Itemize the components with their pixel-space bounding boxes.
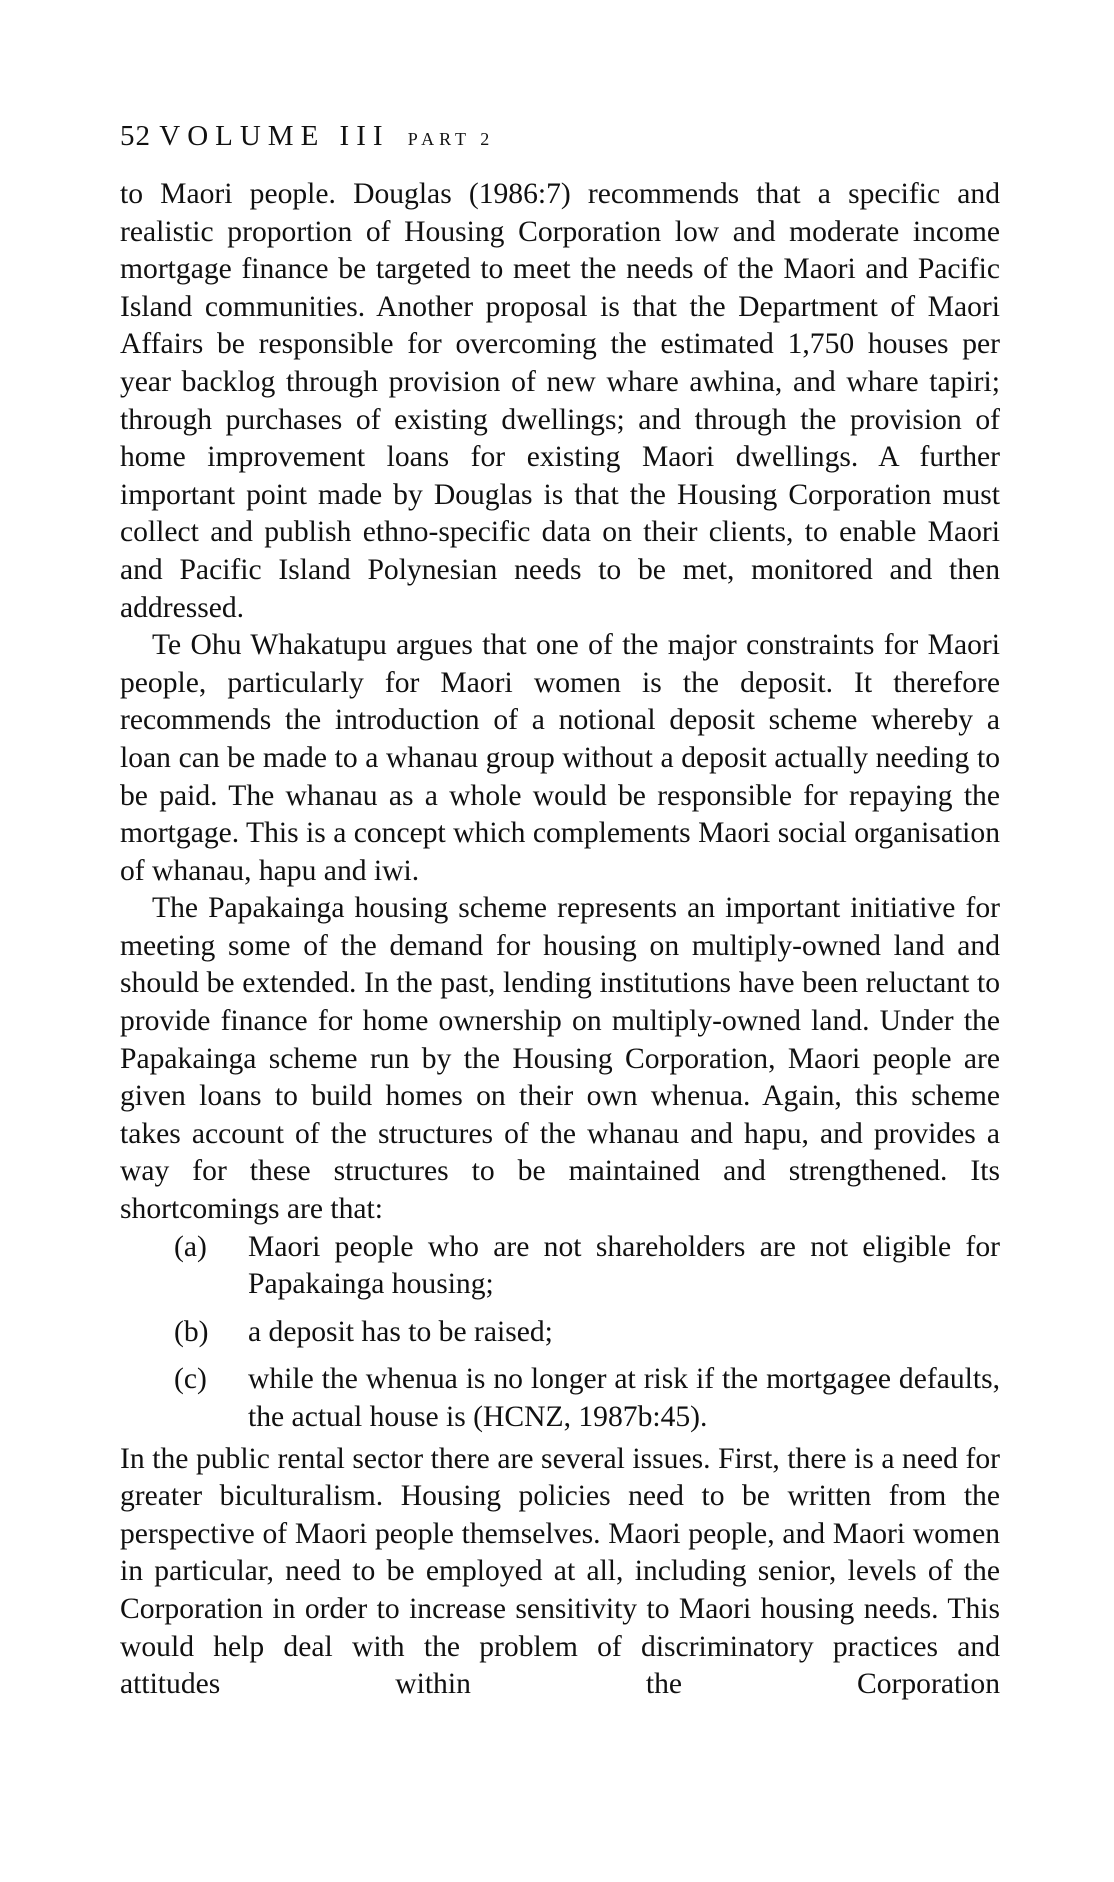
- part-label: PART 2: [407, 129, 495, 149]
- paragraph-papakainga: The Papakainga housing scheme represents an important initiative for meeting some of the demand for housing on multiply-owned land and should be extended. In the past, lending institutions have been reluctant to provide finance for home ownership on multiply-owned land. Under the Papakainga scheme run by the Housing Corporation, Maori people are given loans to build homes on their own whenua. Again, this scheme takes account of the structures of the whanau and hapu, and provides a way for these structures to be maintained and strengthened. Its shortcomings are that:: [120, 892, 1000, 1226]
- list-item: [120, 1229, 1000, 1304]
- paragraph-continued: to Maori people. Douglas (1986:7) recommends that a specific and realistic proportion of Housing Corporation low and moderate income mortgage finance be targeted to meet the needs of the Maori and Pacific Island communities. Another proposal is that the Department of Maori Affairs be responsible for overcoming the estimated 1,750 houses per year backlog through provision of new whare awhina, and whare tapiri; through purchases of existing dwellings; and through the provision of home improvement loans for existing Maori dwellings. A further important point made by Douglas is that the Housing Corporation must collect and publish ethno-specific data on their clients, to enable Maori and Pacific Island Polynesian needs to be met, monitored and then addressed.: [120, 178, 1000, 624]
- running-head: [120, 118, 494, 157]
- page-number: 52: [120, 120, 151, 152]
- list-item-text: Maori people who are not shareholders are not eligible for Papakainga housing;: [248, 1230, 1000, 1301]
- body-text: [120, 176, 1000, 1704]
- list-marker: (b): [174, 1315, 209, 1348]
- list-item-text: while the whenua is no longer at risk if the mortgagee defaults, the actual house is (HCNZ, 1987b:45).: [248, 1363, 1000, 1433]
- list-item: [120, 1314, 1000, 1352]
- paragraph-te-ohu-whakatupu: Te Ohu Whakatupu argues that one of the major constraints for Maori people, particularly for Maori women is the deposit. It therefore recommends the introduction of a notional deposit scheme whereby a loan can be made to a whanau group without a deposit actually needing to be paid. The whanau as a whole would be responsible for repaying the mortgage. This is a concept which complements Maori social organisation of whanau, hapu and iwi.: [120, 629, 1000, 887]
- list-marker: (c): [174, 1363, 207, 1396]
- volume-label: VOLUME III: [159, 120, 390, 152]
- list-item-text: a deposit has to be raised;: [248, 1315, 553, 1348]
- paragraph-public-rental: In the public rental sector there are several issues. First, there is a need for greater biculturalism. Housing policies need to be written from the perspective of Maori people themselves. Maori people, and Maori women in particular, need to be employed at all, including senior, levels of the Corporation in order to increase sensitivity to Maori housing needs. This would help deal with the problem of discriminatory practices and attitudes within the Corporation: [120, 1442, 1000, 1701]
- shortcomings-list: [120, 1229, 1000, 1437]
- list-item: [120, 1361, 1000, 1436]
- list-marker: (a): [174, 1230, 207, 1263]
